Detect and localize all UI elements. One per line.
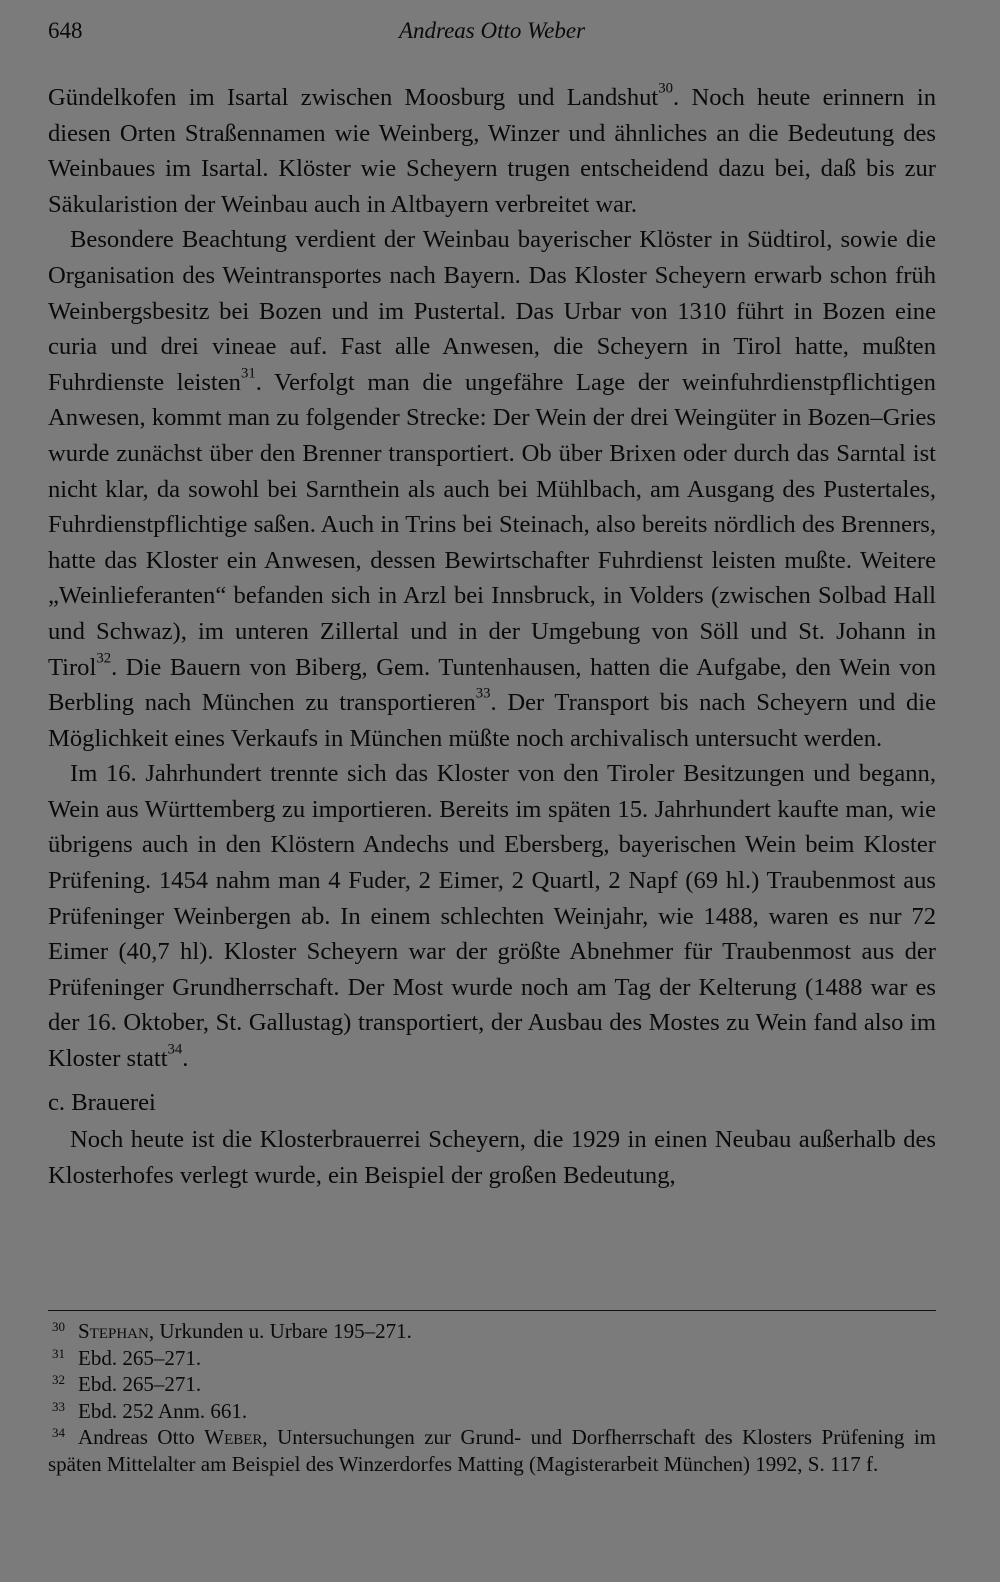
- footnote-30: 30 Stephan, Urkunden u. Urbare 195–271.: [52, 1319, 412, 1343]
- paragraph-1: [48, 80, 936, 222]
- footnote-ref-30[interactable]: 30: [658, 80, 674, 97]
- footnote-pre: Andreas Otto: [78, 1425, 205, 1449]
- footnote-author: Weber: [204, 1425, 263, 1449]
- text-run: .: [182, 1045, 189, 1073]
- footnote-33: 33 Ebd. 252 Anm. 661.: [52, 1398, 248, 1423]
- text-run: . Die Bauern von Biberg, Gem. Tuntenhausen, hatten die Aufgabe, den Wein von Berbling nach München zu transportieren: [48, 653, 936, 717]
- footnote-divider: [48, 1310, 936, 1311]
- footnote-text: Ebd. 252 Anm. 661.: [78, 1398, 248, 1423]
- paragraph-3: [48, 756, 936, 1076]
- footnote-text: , Untersuchungen zur Grund- und Dorfherrschaft des Klosters Prüfening im späten Mittelalter am Beispiel des Winzerdorfes Matting (Magisterarbeit München) 1992, S. 117 f.: [48, 1425, 937, 1476]
- footnote-ref-31[interactable]: 31: [240, 365, 256, 382]
- text-run: . Der Transport bis nach Scheyern und die Möglichkeit eines Verkaufs in München müßte noch archivalisch untersucht werden.: [48, 689, 936, 752]
- text-run: Besondere Beachtung verdient der Weinbau bayerischer Klöster in Südtirol, sowie die Organisation des Weintransportes nach Bayern. Das Kloster Scheyern erwarb schon früh Weinbergsbesitz bei Bozen und im Pustertal. Das Urbar von 1310 führt in Bozen eine curia und drei vineae auf. Fast alle Anwesen, die Scheyern in Tirol hatte, mußten Fuhrdienste leisten: [48, 226, 936, 396]
- body-text: [48, 80, 936, 1193]
- footnote-ref-33[interactable]: 33: [475, 685, 491, 702]
- text-run: Gündelkofen im Isartal zwischen Moosburg und Landshut: [48, 84, 659, 111]
- footnote-31: 31 Ebd. 265–271.: [52, 1345, 202, 1370]
- footnote-author: Stephan: [78, 1319, 149, 1343]
- paragraph-4: Noch heute ist die Klosterbrauerrei Scheyern, die 1929 in einen Neubau außerhalb des Klosterhofes verlegt wurde, ein Beispiel der großen Bedeutung,: [48, 1126, 936, 1189]
- footnotes: [48, 1318, 936, 1477]
- footnote-32: 32 Ebd. 265–271.: [52, 1372, 202, 1396]
- page-number: 648: [48, 18, 83, 43]
- section-heading: c. Brauerei: [48, 1088, 156, 1116]
- footnote-ref-34[interactable]: 34: [167, 1041, 183, 1058]
- text-run: . Noch heute erinnern in diesen Orten Straßennamen wie Weinberg, Winzer und ähnliches an die Bedeutung des Weinbaues im Isartal. Klöster wie Scheyern trugen entscheidend dazu bei, daß bis zur Säkularistion der Weinbau auch in Altbayern verbreitet war.: [48, 84, 936, 218]
- text-run: . Verfolgt man die ungefähre Lage der weinfuhrdienstpflichtigen Anwesen, kommt man zu folgender Strecke: Der Wein der drei Weingüter in Bozen–Gries wurde zunächst über den Brenner transportiert. Ob über Brixen oder durch das Sarntal ist nicht klar, da sowohl bei Sarnthein als auch bei Mühlbach, am Ausgang des Pustertales, Fuhrdienstpflichtige saßen. Auch in Trins bei Steinach, also bereits nördlich des Brenners, hatte das Kloster ein Anwesen, dessen Bewirtschafter Fuhrdienst leisten mußte. Weitere „Weinlieferanten“ befanden sich in Arzl bei Innsbruck, in Volders (zwischen Solbad Hall und Schwaz), im unteren Zillertal und in der Umgebung von Söll und St. Johann in Tirol: [48, 368, 936, 681]
- footnote-34: 34 Andreas Otto Weber, Untersuchungen zur Grund- und Dorfherrschaft des Klosters Prüfening im späten Mittelalter am Beispiel des Winzerdorfes Matting (Magisterarbeit München) 1992, S. 117 f.: [48, 1425, 937, 1476]
- page-header: [48, 18, 936, 52]
- paragraph-2: [48, 222, 936, 756]
- footnote-ref-32[interactable]: 32: [96, 649, 112, 666]
- text-run: Im 16. Jahrhundert trennte sich das Kloster von den Tiroler Besitzungen und begann, Wein aus Württemberg zu importieren. Bereits im späten 15. Jahrhundert kaufte man, wie übrigens auch in den Klöstern Andechs und Ebersberg, bayerischen Wein beim Kloster Prüfening. 1454 nahm man 4 Fuder, 2 Eimer, 2 Quartl, 2 Napf (69 hl.) Traubenmost aus Prüfeninger Weinbergen ab. In einem schlechten Weinjahr, wie 1488, waren es nur 72 Eimer (40,7 hl). Kloster Scheyern war der größte Abnehmer für Traubenmost aus der Prüfeninger Grundherrschaft. Der Most wurde noch am Tag der Kelterung (1488 war es der 16. Oktober, St. Gallustag) transportiert, der Ausbau des Mostes zu Wein fand also im Kloster statt: [48, 760, 936, 1073]
- running-title: Andreas Otto Weber: [398, 18, 586, 43]
- footnote-text: Ebd. 265–271.: [78, 1345, 202, 1370]
- footnote-text: Ebd. 265–271.: [78, 1372, 202, 1396]
- footnote-text: , Urkunden u. Urbare 195–271.: [148, 1319, 412, 1343]
